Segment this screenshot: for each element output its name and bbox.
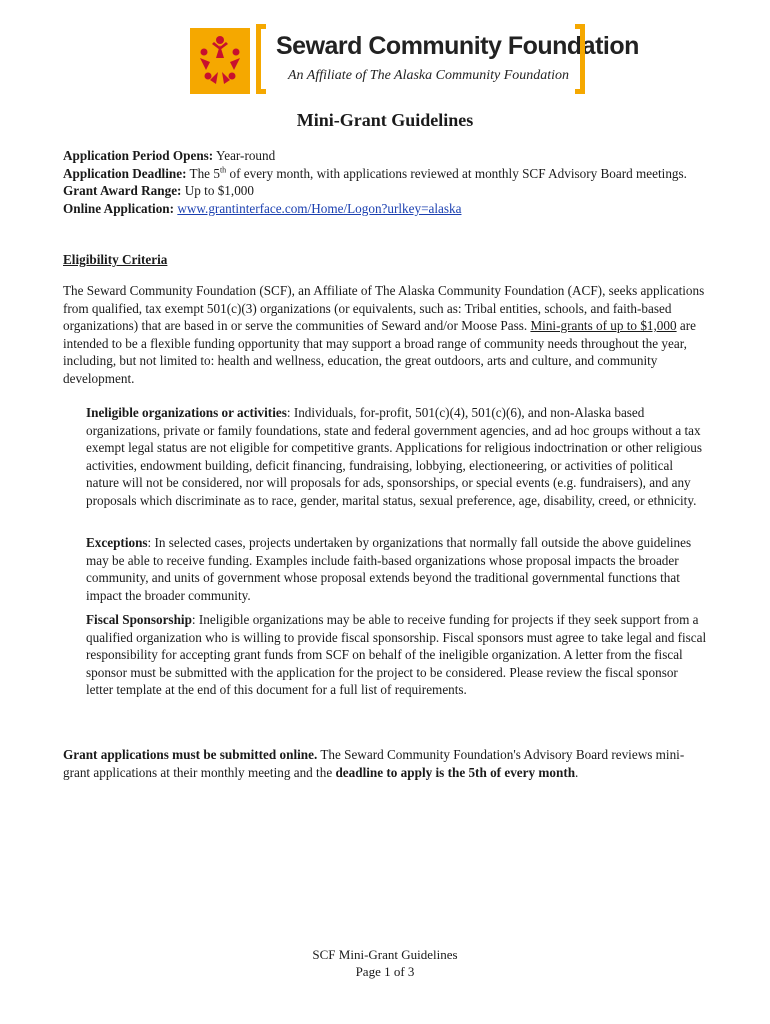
period-value: Year-round <box>216 148 276 163</box>
submission-deadline: deadline to apply is the 5th of every month <box>335 764 576 780</box>
right-bracket <box>575 24 585 94</box>
page-footer <box>0 946 770 980</box>
eligibility-heading: Eligibility Criteria <box>63 252 168 267</box>
fiscal-sponsorship-paragraph: Fiscal Sponsorship: Ineligible organizations may be able to receive funding for projects if they seek support from a qualified organization who is willing to provide fiscal sponsorship. Fiscal sponsors must agree to take legal and fiscal responsibility for accepting grant funds from SCF on behalf of the ineligible organization. A letter from the fiscal sponsor must be submitted with the application for the project to be considered. Please review the fiscal sponsor letter template at the end of this document for a full list of requirements. <box>86 612 707 698</box>
submission-paragraph: Grant applications must be submitted online. The Seward Community Foundation's Advisory Board reviews mini-grant applications at their monthly meeting and the deadline to apply is the 5th of every month. <box>63 747 685 780</box>
eligibility-paragraph: The Seward Community Foundation (SCF), an Affiliate of The Alaska Community Foundation (ACF), seeks applications from qualified, tax exempt 501(c)(3) organizations (or equivalents, such as: Tribal entities, schools, and faith-based organizations) that are based in or serve the communities of Seward and/or Moose Pass. Mini-grants of up to $1,000 are intended to be a flexible funding opportunity that may support a broad range of community needs throughout the year, including, but not limited to: health and wellness, education, the great outdoors, arts and culture, and community development. <box>63 283 705 386</box>
range-value: Up to $1,000 <box>184 183 254 199</box>
footer-title: SCF Mini-Grant Guidelines <box>312 947 458 962</box>
figures-icon <box>190 28 250 94</box>
online-label: Online Application: <box>63 200 175 216</box>
application-info <box>63 147 708 217</box>
exceptions-label: Exceptions <box>86 535 148 550</box>
logo <box>190 24 639 98</box>
org-tagline: An Affiliate of The Alaska Community Foundation <box>288 68 570 83</box>
left-bracket <box>256 24 266 94</box>
ineligible-paragraph: Ineligible organizations or activities: Individuals, for-profit, 501(c)(4), 501(c)(6), and non-Alaska based organizations, private or family foundations, state and federal government agencies, and ad hoc groups without a tax exempt legal status are not eligible for competitive grants. Applications for religious indoctrination or other religious activities, endowment building, deficit financing, fundraising, lobbying, electioneering, or activities of political nature will not be considered, nor will proposals for ads, sponsorships, or special events (e.g. fundraisers), and any proposals which discriminate as to race, gender, marital status, sexual preference, age, disability, creed, or ethnicity. <box>86 405 702 508</box>
online-application-link[interactable]: www.grantinterface.com/Home/Logon?urlkey=alaska <box>177 200 462 216</box>
submission-lead: Grant applications must be submitted online. <box>63 747 318 762</box>
deadline-label: Application Deadline: <box>63 165 187 181</box>
ineligible-label: Ineligible organizations or activities <box>86 405 287 420</box>
deadline-value-post: of every month, with applications reviewed at monthly SCF Advisory Board meetings. <box>229 165 687 181</box>
period-label: Application Period Opens: <box>63 148 214 163</box>
page-number: Page 1 of 3 <box>355 964 415 979</box>
deadline-sup: th <box>219 165 227 175</box>
fiscal-label: Fiscal Sponsorship <box>86 612 192 627</box>
deadline-value-pre: The 5 <box>189 165 220 181</box>
exceptions-paragraph: Exceptions: In selected cases, projects undertaken by organizations that normally fall outside the above guidelines may be able to receive funding. Examples include faith-based organizations whose proposal impacts the broader community, and units of government whose proposal extends beyond the traditional governmental functions that impact the broader community. <box>86 535 692 603</box>
page-title: Mini-Grant Guidelines <box>296 110 474 130</box>
mini-grant-amount: Mini-grants of up to $1,000 <box>530 318 677 334</box>
range-label: Grant Award Range: <box>63 183 182 199</box>
org-name: Seward Community Foundation <box>276 32 639 60</box>
